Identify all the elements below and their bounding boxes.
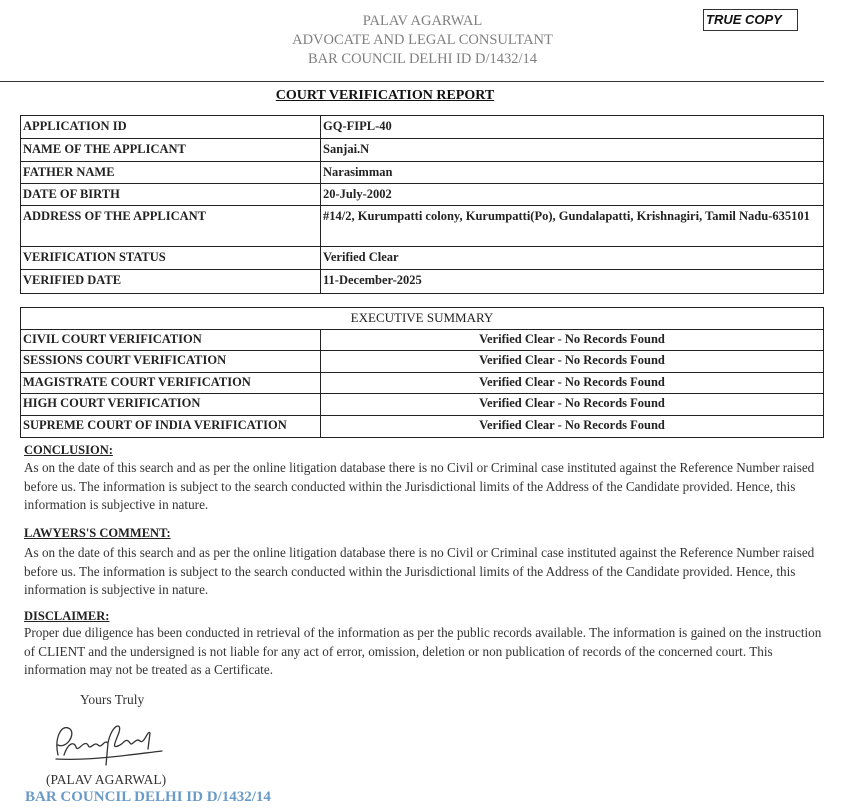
table-row bbox=[21, 308, 824, 330]
dob-value: 20-July-2002 bbox=[321, 184, 824, 206]
table-row bbox=[21, 394, 824, 416]
table-row bbox=[21, 162, 824, 184]
table-row bbox=[21, 139, 824, 162]
summary-value: Verified Clear - No Records Found bbox=[321, 394, 824, 416]
true-copy-stamp: TRUE COPY bbox=[703, 9, 798, 31]
conclusion-heading: CONCLUSION: bbox=[24, 443, 113, 457]
summary-label: CIVIL COURT VERIFICATION bbox=[21, 329, 321, 351]
applicant-name-value: Sanjai.N bbox=[321, 139, 824, 162]
lawyer-comment-heading: LAWYERS'S COMMENT: bbox=[24, 526, 171, 540]
table-row bbox=[21, 329, 824, 351]
summary-label: MAGISTRATE COURT VERIFICATION bbox=[21, 372, 321, 394]
signatory-bar-id: BAR COUNCIL DELHI ID D/1432/14 bbox=[25, 789, 271, 805]
summary-value: Verified Clear - No Records Found bbox=[321, 372, 824, 394]
applicant-info-table bbox=[20, 115, 824, 294]
address-value: #14/2, Kurumpatti colony, Kurumpatti(Po), Gundalapatti, Krishnagiri, Tamil Nadu-635101 bbox=[321, 206, 824, 247]
summary-label: SESSIONS COURT VERIFICATION bbox=[21, 351, 321, 373]
header-divider bbox=[0, 81, 824, 82]
conclusion-text: As on the date of this search and as per the online litigation database there is no Civil or Criminal case instituted against the Reference Number raised before us. The information is subject to the search conducted within the Jurisdictional limits of the Address of the Candidate provided. Hence, this information is subjective in nature. bbox=[24, 460, 815, 512]
table-row bbox=[21, 270, 824, 294]
executive-summary-heading: EXECUTIVE SUMMARY bbox=[21, 308, 824, 330]
applicant-name-label: NAME OF THE APPLICANT bbox=[21, 139, 321, 162]
advocate-name: PALAV AGARWAL bbox=[362, 13, 483, 29]
disclaimer-text: Proper due diligence has been conducted in retrieval of the information as per the public records available. The information is gained on the instruction of CLIENT and the undersigned is not liable for any act of error, omission, deletion or non publication of records of the concerned court. This information may not be treated as a Certificate. bbox=[24, 625, 822, 677]
summary-label: HIGH COURT VERIFICATION bbox=[21, 394, 321, 416]
disclaimer-heading: DISCLAIMER: bbox=[24, 609, 110, 623]
executive-summary-table bbox=[20, 307, 824, 438]
verification-status-label: VERIFICATION STATUS bbox=[21, 247, 321, 270]
summary-label: SUPREME COURT OF INDIA VERIFICATION bbox=[21, 415, 321, 437]
advocate-designation: ADVOCATE AND LEGAL CONSULTANT bbox=[292, 32, 553, 48]
signatory-name: (PALAV AGARWAL) bbox=[46, 772, 167, 787]
table-row bbox=[21, 116, 824, 139]
father-name-label: FATHER NAME bbox=[21, 162, 321, 184]
father-name-value: Narasimman bbox=[321, 162, 824, 184]
summary-value: Verified Clear - No Records Found bbox=[321, 329, 824, 351]
table-row bbox=[21, 184, 824, 206]
table-row bbox=[21, 206, 824, 247]
closing-salutation: Yours Truly bbox=[80, 692, 145, 707]
verified-date-value: 11-December-2025 bbox=[321, 270, 824, 294]
application-id-label: APPLICATION ID bbox=[21, 116, 321, 139]
summary-value: Verified Clear - No Records Found bbox=[321, 351, 824, 373]
lawyer-comment-text: As on the date of this search and as per the online litigation database there is no Civil or Criminal case instituted against the Reference Number raised before us. The information is subject to the search conducted within the Jurisdictional limits of the Address of the Candidate provided. Hence, this information is subjective in nature. bbox=[24, 545, 815, 597]
verified-date-label: VERIFIED DATE bbox=[21, 270, 321, 294]
table-row bbox=[21, 372, 824, 394]
table-row bbox=[21, 415, 824, 437]
table-row bbox=[21, 351, 824, 373]
table-row bbox=[21, 247, 824, 270]
signature-image bbox=[48, 715, 168, 773]
header-bar-id: BAR COUNCIL DELHI ID D/1432/14 bbox=[307, 51, 538, 67]
application-id-value: GQ-FIPL-40 bbox=[321, 116, 824, 139]
address-label: ADDRESS OF THE APPLICANT bbox=[21, 206, 321, 247]
report-title: COURT VERIFICATION REPORT bbox=[275, 88, 495, 103]
verification-status-value: Verified Clear bbox=[321, 247, 824, 270]
dob-label: DATE OF BIRTH bbox=[21, 184, 321, 206]
summary-value: Verified Clear - No Records Found bbox=[321, 415, 824, 437]
